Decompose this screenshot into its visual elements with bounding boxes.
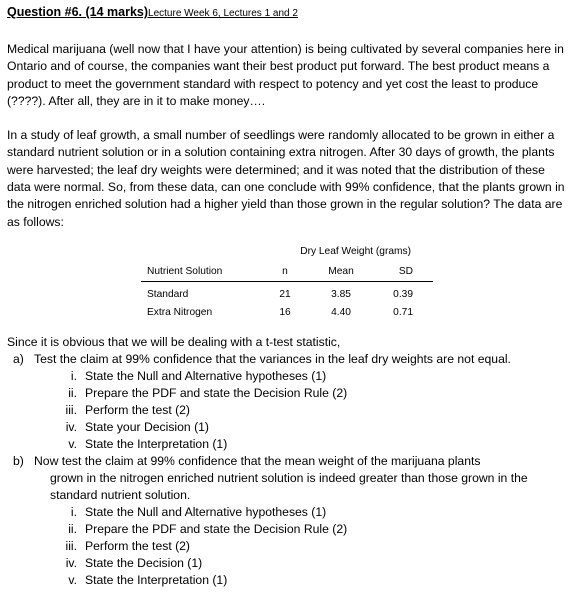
item-number: iii. [65,403,77,417]
question-subtitle: Lecture Week 6, Lectures 1 and 2 [148,8,298,19]
item-text: State the Decision (1) [85,556,203,570]
lead-sentence: Since it is obvious that we will be dealing with a t-test statistic, [7,335,341,349]
list-item [7,402,569,419]
table-cell: 0.39 [393,288,413,300]
item-number: ii. [68,522,77,536]
column-header: Nutrient Solution [141,264,265,282]
item-number: i. [70,369,77,383]
item-number: iv. [65,556,77,570]
table-cell: 4.40 [331,306,351,318]
column-header: n [265,264,305,282]
part-b [7,453,569,470]
list-item [7,368,569,385]
data-table [141,264,433,321]
list-item [7,385,569,402]
table-cell: 0.71 [393,306,413,318]
item-number: iv. [65,420,77,434]
item-text: State your Decision (1) [85,420,209,434]
item-number: i. [70,505,77,519]
question-title: Question #6. (14 marks) [7,5,149,19]
list-item [7,419,569,436]
item-number: ii. [68,386,77,400]
document-page [7,4,569,231]
table-cell: 21 [279,288,291,300]
table-row [141,282,433,304]
list-item [7,436,569,453]
questions-section [7,334,569,589]
table-cell: Extra Nitrogen [147,306,213,318]
item-text: State the Interpretation (1) [85,437,228,451]
table-row [141,303,433,321]
item-text: State the Interpretation (1) [85,573,228,587]
part-text: Now test the claim at 99% confidence that the mean weight of the marijuana plants [34,454,481,468]
study-paragraph: In a study of leaf growth, a small number of seedlings were randomly allocated to be grown in either a standard nutrient solution or in a solution containing extra nitrogen. After 30 days of growth, the plants were harvested; the leaf dry weights were determined; and it was noted that the distribution of these data were normal. So, from these data, can one conclude with 99% confidence, that the plants grown in the nitrogen enriched solution had a higher yield than those grown in the regular solution? The data are as follows: [7,128,565,229]
table-cell: Standard [147,288,189,300]
item-text: State the Null and Alternative hypotheses (1) [85,369,327,383]
list-item [7,521,569,538]
item-number: v. [68,573,77,587]
intro-paragraph: Medical marijuana (well now that I have your attention) is being cultivated by several companies here in Ontario and of course, the companies want their best product put forward. The best product means a product to meet the government standard with respect to potency and yet cost the least to produce (????). After all, they are in it to make money…. [7,42,564,108]
column-header: SD [377,264,433,282]
item-text: Perform the test (2) [85,403,190,417]
item-text: Prepare the PDF and state the Decision Rule (2) [85,386,348,400]
list-item [7,572,569,589]
question-heading [7,4,569,22]
table-cell: 16 [279,306,291,318]
list-item [7,504,569,521]
part-label: a) [13,352,24,366]
list-item [7,555,569,572]
item-number: iii. [65,539,77,553]
item-text: Prepare the PDF and state the Decision Rule (2) [85,522,348,536]
part-text-continued: grown in the nitrogen enriched nutrient solution is indeed greater than those grown in the [50,471,528,485]
table-caption: Dry Leaf Weight (grams) [300,246,411,257]
data-table-wrapper [141,245,433,321]
table-header-row [141,264,433,282]
item-text: State the Null and Alternative hypotheses (1) [85,505,327,519]
item-number: v. [68,437,77,451]
part-text: Test the claim at 99% confidence that the variances in the leaf dry weights are not equal. [34,352,511,366]
part-label: b) [13,454,24,468]
item-text: Perform the test (2) [85,539,190,553]
part-text-continued: standard nutrient solution. [50,488,191,502]
list-item [7,538,569,555]
table-cell: 3.85 [331,288,351,300]
column-header: Mean [305,264,377,282]
part-a [7,351,569,368]
